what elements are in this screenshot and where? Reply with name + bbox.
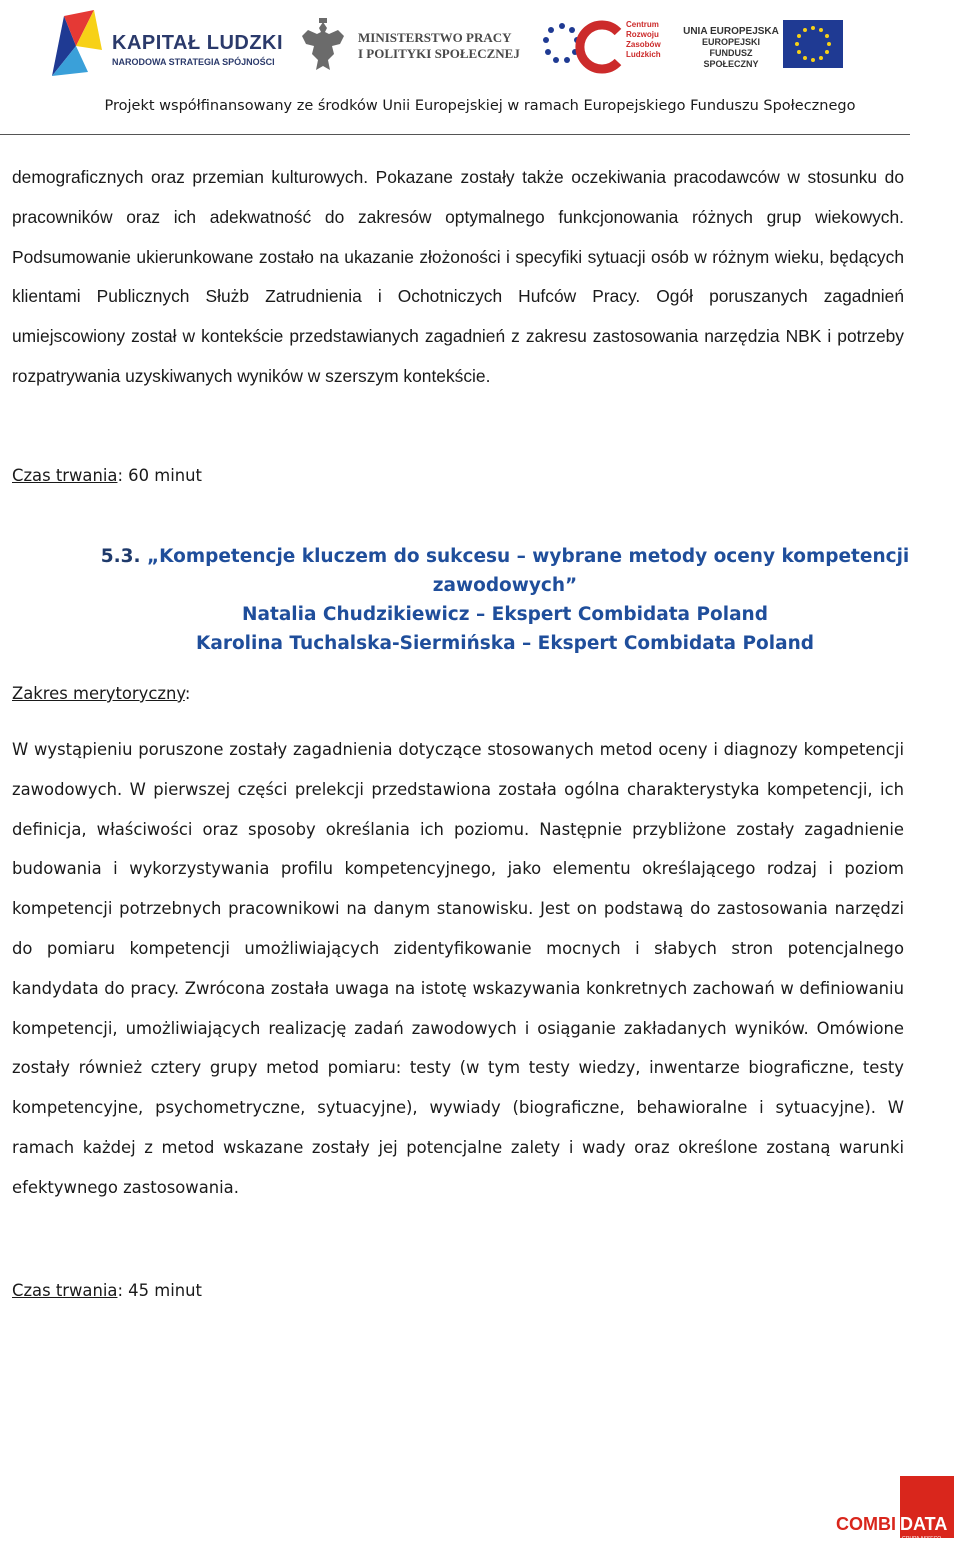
section-number: 5.3.	[100, 546, 141, 567]
kapital-ludzki-title: KAPITAŁ LUDZKI	[112, 32, 284, 54]
paragraph-1-container	[12, 158, 904, 397]
crzl-line-4: Ludzkich	[626, 50, 661, 59]
duration-1	[12, 466, 202, 485]
combidata-name-part1: COMBI	[836, 1514, 896, 1534]
duration-2-value: : 45 minut	[117, 1281, 202, 1300]
section-heading	[80, 542, 930, 658]
speaker-2: Karolina Tuchalska-Siermińska – Ekspert Combidata Poland	[196, 633, 814, 654]
combidata-name-part2: DATA	[900, 1514, 948, 1534]
page-header	[0, 0, 960, 140]
paragraph-2-container	[12, 730, 904, 1208]
crzl-line-3: Zasobów	[626, 40, 661, 49]
crzl-line-2: Rozwoju	[626, 30, 659, 39]
eu-logo-text	[681, 26, 781, 70]
speaker-1: Natalia Chudzikiewicz – Ekspert Combidata Poland	[242, 604, 768, 625]
eu-line-1: UNIA EUROPEJSKA	[683, 26, 779, 37]
combidata-logo	[834, 1472, 956, 1542]
crzl-line-1: Centrum	[626, 20, 659, 29]
scope-colon: :	[184, 684, 191, 703]
ministry-logo	[358, 30, 520, 62]
combidata-tagline: GRUPA ASSECO	[902, 1536, 942, 1542]
ministry-line-2: I POLITYKI SPOŁECZNEJ	[358, 46, 520, 61]
eu-line-3: FUNDUSZ SPOŁECZNY	[703, 48, 759, 69]
section-title-line-2: zawodowych”	[432, 575, 578, 596]
section-title-line-1	[80, 542, 930, 571]
kapital-ludzki-logo	[112, 32, 283, 67]
ministry-line-1: MINISTERSTWO PRACY	[358, 30, 512, 45]
crzl-c-icon	[574, 20, 628, 74]
kapital-ludzki-logo-icon	[44, 6, 106, 78]
header-divider	[0, 134, 910, 135]
paragraph-1: demograficznych oraz przemian kulturowych. Pokazane zostały także oczekiwania pracodawców w stosunku do pracowników oraz ich adekwatność do zakresów optymalnego funkcjonowania różnych grup wiekowych. Podsumowanie ukierunkowane zostało na ukazanie złożoności i specyfiki sytuacji osób w różnym wieku, będących klientami Publicznych Służb Zatrudnienia i Ochotniczych Hufców Pracy. Ogół poruszanych zagadnień umiejscowiony został w kontekście przedstawianych zagadnień z zakresu zastosowania narzędzia NBK i potrzeby rozpatrywania uzyskiwanych wyników w szerszym kontekście.	[12, 167, 904, 386]
scope-label: Zakres merytoryczny	[12, 684, 185, 703]
duration-2	[12, 1281, 202, 1300]
duration-1-label: Czas trwania	[12, 466, 118, 485]
kapital-ludzki-subtitle: NARODOWA STRATEGIA SPÓJNOŚCI	[112, 57, 275, 67]
crzl-logo-text	[626, 20, 661, 60]
project-cofinancing-line: Projekt współfinansowany ze środków Unii Europejskiej w ramach Europejskiego Funduszu Społecznego	[104, 98, 856, 114]
duration-1-value: : 60 minut	[117, 466, 202, 485]
eu-line-2: EUROPEJSKI	[701, 37, 761, 47]
polish-eagle-icon	[298, 18, 348, 76]
eu-flag-icon	[783, 20, 843, 68]
logo-strip	[0, 0, 960, 90]
paragraph-2: W wystąpieniu poruszone zostały zagadnienia dotyczące stosowanych metod oceny i diagnozy kompetencji zawodowych. W pierwszej części prelekcji przedstawiona została ogólna charakterystyka kompetencji, ich definicja, właściwości oraz sposoby określania ich poziomu. Następnie przybliżone zostały zagadnienie budowania i wykorzystywania profilu kompetencyjnego, jako elementu określającego rodzaj i poziom kompetencji potrzebnych pracownikowi na danym stanowisku. Jest on podstawą do zastosowania narzędzi do pomiaru kompetencji umożliwiających zidentyfikowanie mocnych i słabych stron potencjalnego kandydata do pracy. Zwrócona została uwaga na istotę wskazywania konkretnych zachowań w definiowaniu kompetencji, umożliwiających realizację zadań zawodowych i osiąganie zakładanych wyników. Omówione zostały również cztery grupy metod pomiaru: testy (w tym testy wiedzy, inwentarze biograficzne, testy kompetencyjne, psychometryczne, sytuacyjne), wywiady (biograficzne, behawioralne i sytuacyjne). W ramach każdej z metod wskazane zostały jej potencjalne zalety i wady oraz określone zostaną warunki efektywnego zastosowania.	[12, 740, 904, 1197]
duration-2-label: Czas trwania	[12, 1281, 118, 1300]
scope-heading	[12, 684, 190, 703]
section-title-text: „Kompetencje kluczem do sukcesu – wybrane metody oceny kompetencji	[146, 546, 910, 567]
